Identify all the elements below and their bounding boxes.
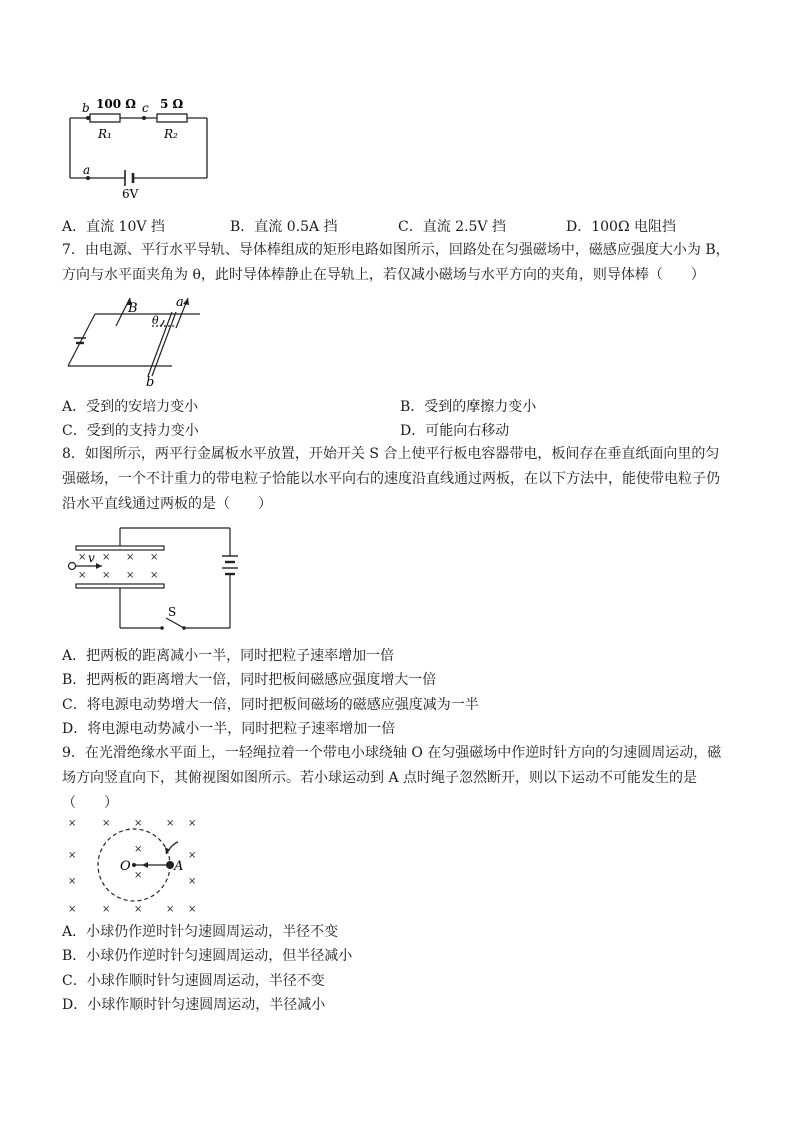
svg-text:×: × xyxy=(188,904,197,914)
svg-text:×: × xyxy=(126,570,135,581)
svg-text:×: × xyxy=(134,870,143,881)
q7-option-c: C．受到的支持力变小 xyxy=(62,423,199,439)
q8-option-a: A．把两板的距离减小一半，同时把粒子速率增加一倍 xyxy=(62,648,395,664)
svg-text:×: × xyxy=(102,818,111,829)
svg-text:×: × xyxy=(188,850,197,861)
q7-option-a: A．受到的安培力变小 xyxy=(62,399,199,415)
q6-option-c: C．直流 2.5V 挡 xyxy=(398,219,506,235)
svg-text:×: × xyxy=(78,552,87,563)
q7-option-b: B．受到的摩擦力变小 xyxy=(400,399,537,415)
svg-text:×: × xyxy=(166,818,175,829)
svg-text:×: × xyxy=(78,570,87,581)
q9-option-d: D．小球作顺时针匀速圆周运动，半径减小 xyxy=(62,997,326,1013)
battery-label: 6V xyxy=(122,187,139,201)
r2-value-label: 5 Ω xyxy=(160,97,184,111)
node-b-label: b xyxy=(82,101,90,115)
q7-b-field-label: B xyxy=(128,301,138,316)
svg-text:×: × xyxy=(134,904,143,914)
svg-text:×: × xyxy=(150,552,159,563)
q8-velocity-label: v xyxy=(88,551,95,565)
q7-stem-line-1: 7．由电源、平行水平导轨、导体棒组成的矩形电路如图所示，回路处在匀强磁场中，磁感应强度大小为 B， xyxy=(62,242,730,258)
node-c-label: c xyxy=(142,101,149,115)
q8-stem-line-1: 8．如图所示，两平行金属板水平放置，开始开关 S 合上使平行板电容器带电，板间存在垂直纸面向里的匀 xyxy=(62,446,720,462)
svg-text:×: × xyxy=(68,904,77,914)
q8-stem-line-2: 强磁场，一个不计重力的带电粒子恰能以水平向右的速度沿直线通过两板，在以下方法中，能使带电粒子仍 xyxy=(62,471,720,487)
q8-option-b: B．把两板的距离增大一倍，同时把板间磁感应强度增大一倍 xyxy=(62,672,437,688)
r1-value-label: 100 Ω xyxy=(96,97,136,111)
svg-text:×: × xyxy=(166,904,175,914)
svg-text:×: × xyxy=(68,818,77,829)
q8-stem-line-3: 沿水平直线通过两板的是（ ） xyxy=(62,496,272,512)
q9-stem-line-2: 场方向竖直向下，其俯视图如图所示。若小球运动到 A 点时绳子忽然断开，则以下运动不可能发生的是 xyxy=(62,770,698,786)
r1-label: R₁ xyxy=(98,127,112,141)
svg-text:×: × xyxy=(102,570,111,581)
q9-option-a: A．小球仍作逆时针匀速圆周运动，半径不变 xyxy=(62,924,339,940)
q6-option-d: D．100Ω 电阻挡 xyxy=(566,219,677,235)
r2-label: R₂ xyxy=(164,127,178,141)
q7-rod-end-a: a xyxy=(176,295,184,310)
q8-capacitor-figure xyxy=(62,518,252,638)
svg-text:×: × xyxy=(68,850,77,861)
svg-text:×: × xyxy=(102,552,111,563)
q9-circular-motion-figure xyxy=(62,814,212,914)
q7-rail-figure xyxy=(60,290,220,390)
svg-text:×: × xyxy=(150,570,159,581)
svg-text:×: × xyxy=(134,844,143,855)
svg-text:×: × xyxy=(188,876,197,887)
q6-option-a: A．直流 10V 挡 xyxy=(62,219,165,235)
q9-center-o-label: O xyxy=(120,859,131,874)
q6-circuit-figure xyxy=(62,92,222,202)
q9-stem-line-3: （ ） xyxy=(62,795,118,811)
svg-text:×: × xyxy=(68,876,77,887)
svg-text:×: × xyxy=(188,818,197,829)
q7-rod-end-b: b xyxy=(146,375,155,390)
q9-option-c: C．小球作顺时针匀速圆周运动，半径不变 xyxy=(62,973,325,989)
node-a-label: a xyxy=(83,163,91,177)
q9-stem-line-1: 9．在光滑绝缘水平面上，一轻绳拉着一个带电小球绕轴 O 在匀强磁场中作逆时针方向的匀速圆周运动，磁 xyxy=(62,745,722,761)
svg-text:×: × xyxy=(102,904,111,914)
svg-text:×: × xyxy=(134,818,143,829)
q7-theta-label: θ xyxy=(152,314,159,327)
q7-stem-line-2: 方向与水平面夹角为 θ，此时导体棒静止在导轨上，若仅减小磁场与水平方向的夹角，则导体棒（ ） xyxy=(62,267,705,283)
svg-text:×: × xyxy=(126,552,135,563)
q9-point-a-label: A xyxy=(174,859,184,874)
q8-option-d: D．将电源电动势减小一半，同时把粒子速率增加一倍 xyxy=(62,721,396,737)
q7-option-d: D．可能向右移动 xyxy=(400,423,510,439)
q8-option-c: C．将电源电动势增大一倍，同时把板间磁场的磁感应强度减为一半 xyxy=(62,697,479,713)
q9-option-b: B．小球仍作逆时针匀速圆周运动，但半径减小 xyxy=(62,948,353,964)
q8-switch-label: S xyxy=(168,605,177,619)
q6-option-b: B．直流 0.5A 挡 xyxy=(230,219,338,235)
